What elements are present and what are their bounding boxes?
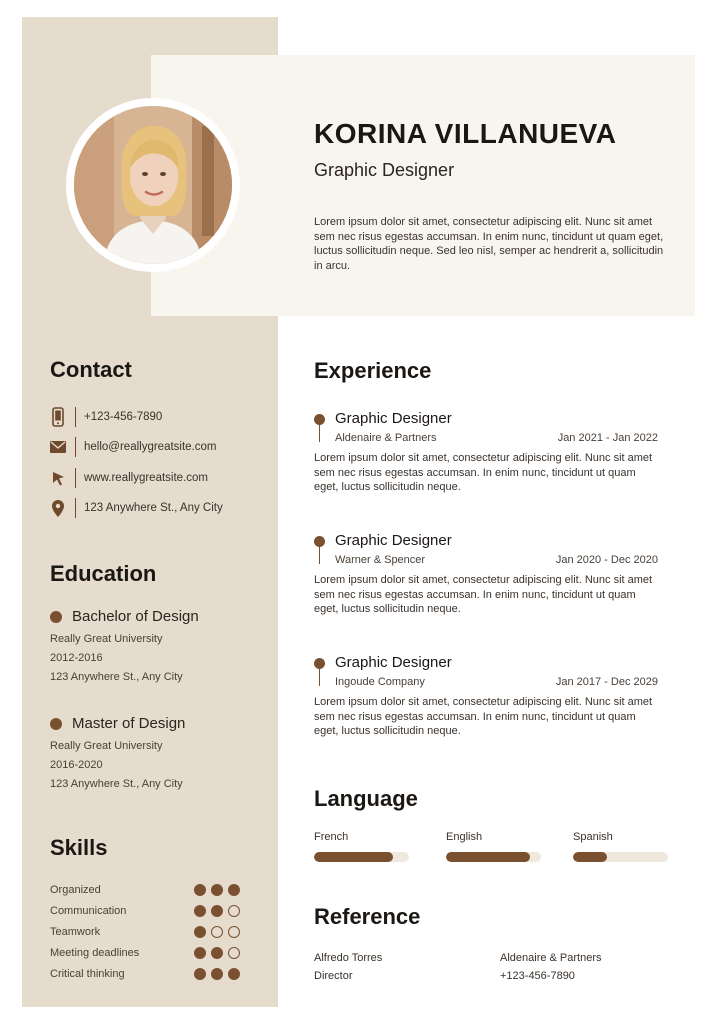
filled-dot-icon (211, 947, 223, 959)
language-name: English (446, 831, 483, 843)
filled-dot-icon (194, 968, 206, 980)
skill-rating (194, 926, 240, 938)
timeline-marker (314, 536, 326, 566)
education-years: 2012-2016 (50, 652, 103, 664)
experience-company: Aldenaire & Partners (335, 432, 437, 444)
experience-description: Lorem ipsum dolor sit amet, consectetur adipiscing elit. Nunc sit amet sem nec risus egestas accumsan. In enim nunc, tincidunt ut quam eget, luctus sollicitudin neque. (314, 574, 653, 615)
experience-heading: Experience (314, 358, 432, 383)
experience-dates: Jan 2020 - Dec 2020 (555, 554, 658, 566)
empty-dot-icon (228, 947, 240, 959)
education-heading: Education (50, 561, 157, 586)
skill-row (50, 945, 240, 961)
filled-dot-icon (211, 968, 223, 980)
reference-heading: Reference (314, 904, 421, 929)
contact-address (48, 497, 223, 519)
location-pin-icon (48, 497, 68, 519)
skill-rating (194, 968, 240, 980)
contact-website-text: www.reallygreatsite.com (84, 472, 208, 484)
contact-website (48, 467, 208, 489)
skill-rating (194, 905, 240, 917)
experience-title: Graphic Designer (335, 410, 452, 427)
language-level-fill (573, 852, 607, 862)
language-name: Spanish (573, 831, 613, 843)
skill-name: Teamwork (50, 926, 101, 938)
skill-rating (194, 947, 240, 959)
skill-row (50, 882, 240, 898)
filled-dot-icon (194, 905, 206, 917)
school-name: Really Great University (50, 740, 163, 752)
filled-dot-icon (211, 905, 223, 917)
filled-dot-icon (228, 884, 240, 896)
skill-name: Communication (50, 905, 127, 917)
degree-name: Master of Design (72, 715, 186, 732)
language-level-fill (446, 852, 530, 862)
skill-name: Organized (50, 884, 101, 896)
language-item (446, 831, 482, 843)
phone-icon (48, 406, 68, 428)
divider (75, 437, 76, 457)
experience-dates: Jan 2021 - Jan 2022 (557, 432, 658, 444)
reference-phone: +123-456-7890 (500, 970, 575, 982)
degree-name: Bachelor of Design (72, 608, 199, 625)
experience-dates: Jan 2017 - Dec 2029 (555, 676, 658, 688)
skill-name: Meeting deadlines (50, 947, 140, 959)
experience-company: Warner & Spencer (335, 554, 426, 566)
language-level-fill (314, 852, 393, 862)
language-item (573, 831, 613, 843)
divider (75, 407, 76, 427)
skill-name: Critical thinking (50, 968, 125, 980)
full-name: KORINA VILLANUEVA (314, 118, 617, 149)
language-level-bar (446, 852, 541, 862)
reference-company: Aldenaire & Partners (500, 952, 602, 964)
education-item (50, 715, 185, 732)
skill-row (50, 903, 240, 919)
bullet-icon (50, 611, 62, 623)
filled-dot-icon (228, 968, 240, 980)
skills-heading: Skills (50, 835, 108, 860)
language-heading: Language (314, 786, 418, 811)
contact-address-text: 123 Anywhere St., Any City (84, 502, 223, 514)
profile-photo (74, 106, 232, 264)
contact-heading: Contact (50, 357, 132, 382)
experience-company: Ingoude Company (335, 676, 425, 688)
language-name: French (314, 831, 349, 843)
reference-role: Director (314, 970, 353, 982)
reference-name: Alfredo Torres (314, 952, 383, 964)
language-item (314, 831, 348, 843)
experience-title: Graphic Designer (335, 654, 452, 671)
timeline-marker (314, 658, 326, 688)
filled-dot-icon (194, 947, 206, 959)
contact-phone (48, 406, 162, 428)
skill-row (50, 924, 240, 940)
job-title: Graphic Designer (314, 160, 455, 180)
experience-title: Graphic Designer (335, 532, 452, 549)
filled-dot-icon (194, 884, 206, 896)
skill-rating (194, 884, 240, 896)
profile-summary: Lorem ipsum dolor sit amet, consectetur adipiscing elit. Nunc sit amet sem nec risus egestas accumsan. In enim nunc, tincidunt ut quam eget, luctus sollicitudin neque. Sed leo nisl, semper ac hendrerit a, sollicitudin in arcu. (314, 216, 664, 272)
skill-row (50, 966, 240, 982)
education-item (50, 608, 199, 625)
school-name: Really Great University (50, 633, 163, 645)
education-years: 2016-2020 (50, 759, 103, 771)
school-address: 123 Anywhere St., Any City (50, 778, 183, 790)
filled-dot-icon (194, 926, 206, 938)
empty-dot-icon (228, 926, 240, 938)
divider (75, 498, 76, 518)
empty-dot-icon (228, 905, 240, 917)
empty-dot-icon (211, 926, 223, 938)
bullet-icon (50, 718, 62, 730)
school-address: 123 Anywhere St., Any City (50, 671, 183, 683)
timeline-marker (314, 414, 326, 444)
experience-description: Lorem ipsum dolor sit amet, consectetur adipiscing elit. Nunc sit amet sem nec risus egestas accumsan. In enim nunc, tincidunt ut quam eget, luctus sollicitudin neque. (314, 452, 653, 493)
mail-icon (48, 436, 68, 458)
contact-email (48, 436, 216, 458)
contact-email-text: hello@reallygreatsite.com (84, 441, 217, 453)
language-level-bar (314, 852, 409, 862)
divider (75, 468, 76, 488)
experience-description: Lorem ipsum dolor sit amet, consectetur adipiscing elit. Nunc sit amet sem nec risus egestas accumsan. In enim nunc, tincidunt ut quam eget, luctus sollicitudin neque. (314, 696, 653, 737)
language-level-bar (573, 852, 668, 862)
contact-phone-text: +123-456-7890 (84, 411, 163, 423)
cursor-icon (48, 467, 68, 489)
filled-dot-icon (211, 884, 223, 896)
